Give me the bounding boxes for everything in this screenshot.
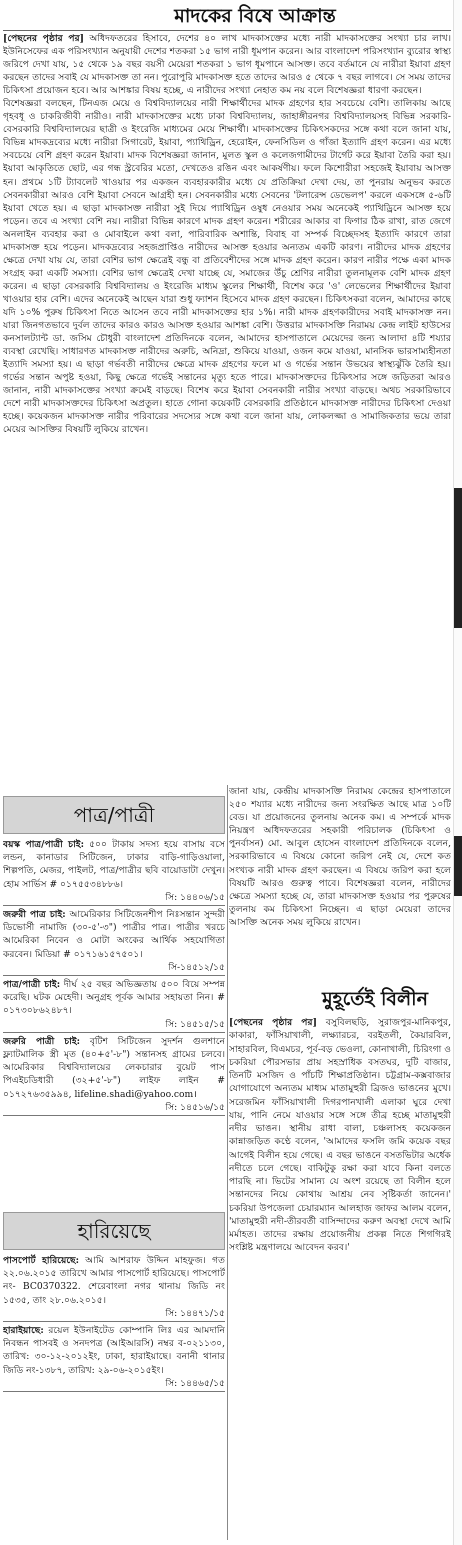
- classified-ad: [3, 978, 225, 1018]
- adjacent-column-bar: [454, 836, 462, 896]
- second-headline: মুহূর্তেই বিলীন: [322, 988, 428, 1010]
- main-article-paragraph: বিশেষজ্ঞরা বলছেন, টিনএজ মেয়ে ও বিশ্ববিদ্যালয়ের নারী শিক্ষার্থীদের মাদক গ্রহণের হার সবচেয়ে বেশি। তালিকায় আছে গৃহবধূ ও চাকরিজীবী নারীও। নারী মাদকাসক্তের মধ্যে ঢাকা বিশ্ববিদ্যালয়, জাহাঙ্গীরনগর বিশ্ববিদ্যালয়সহ বিভিন্ন সরকারি-বেসরকারি বিশ্ববিদ্যালয়ের ছাত্রী ও ইংরেজি মাধ্যমের মেয়ে শিক্ষার্থী। মাদকাসক্তের চিকিৎসকদের সঙ্গে কথা বলে জানা যায়, বিভিন্ন মাদকদ্রব্যের মধ্যে নারীরা সিগারেট, ইয়াবা, প্যাথিড্রিন, হেরোইন, ফেনসিডিল ও গাঁজা ইত্যাদি গ্রহণ করেন। এর মধ্যে সবচেয়ে বেশি গ্রহণ করেন ইয়াবা। মাদক বিশেষজ্ঞরা জানান, মুলত স্কুল ও কলেজগামীদের টার্গেট করে ইয়াবা তৈরি করা হয়। ইয়াবা আকৃতিতে ছোট, এর গন্ধ স্ট্রবেরির মতো, দেখতেও রঙিন এবং আকর্ষণীয়। ফলে কিশোরীরা সহজেই ইয়াবায় আসক্ত হন। প্রথমে ১টি ট্যাবলেট খাওয়ার পর একজন ব্যবহারকারীর মধ্যে যে প্রতিক্রিয়া দেখা দেয়, তা পুনরায় অনুভব করতে সেবনকারীরা আরও বেশি ইয়াবা সেবনে আগ্রহী হন। সেবনকারীর মধ্যে সেবনের 'টলারেন্স ডেভেলপ' করলে একসঙ্গে ৫-৬টি ইয়াবা খেতে হয়। এ ছাড়া মাদকাসক্ত নারীরা সুই দিয়ে প্যাথিড্রিন ওষুধ নেওয়ার সময় অনেকেই প্যাথিড্রিনে আসক্ত হয়ে পড়েন। তবে এ সংখ্যা বেশি নয়। নারীরা বিভিন্ন কারণে মাদক গ্রহণ করেন। শরীরের আকার বা ফিগার ঠিক রাখা, রাত জেগে অনলাইন ব্যবহার করা ও মোবাইলে কথা বলা, পারিবারিক অশান্তি, বিবাহ বা সম্পর্ক বিচ্ছেদসহ ইত্যাদি কারণে তারা মাদকাসক্ত হয়ে পড়েন। মাদকদ্রব্যের সহজপ্রাপ্তিও নারীদের আসক্ত হওয়ার অন্যতম একটি কারণ। নারীদের মাদক গ্রহণের ক্ষেত্রে দেখা যায় যে, তারা বেশির ভাগ ক্ষেত্রেই বন্ধু বা প্রতিবেশীদের সঙ্গে মাদক গ্রহণ করেন। কারণ নারীর পক্ষে একা মাদক সংগ্রহ করা একটি সমস্যা। বেশির ভাগ ক্ষেত্রেই দেখা যাচ্ছে যে, সমাজের উঁচু শ্রেণির নারীরা তুলনামূলক বেশি মাদক গ্রহণ করেন। এ ছাড়া বেসরকারি বিশ্ববিদ্যালয় ও ইংরেজি মাধ্যম স্কুলের শিক্ষার্থী, বিশেষ করে 'ও' লেভেলের শিক্ষার্থীদের ইয়াবা খাওয়ার হার বেশি। এদের অনেকেই আছেন যারা শুধু ফ্যাশন হিসেবে মাদক গ্রহণ করছেন। চিকিৎসকরা বলেন, আমাদের কাছে যদি ১০% পুরুষ চিকিৎসা নিতে আসেন তবে নারী মাদকাসক্তের হার ১%। নারী মাদক গ্রহণকারীদের সবাই মাদকাসক্ত নন। যারা জিনগতভাবে দুর্বল তাদের কারও কারও আসক্ত হওয়ার আশঙ্কা বেশি। উত্তরার মাদকাসক্তি নিরাময় কেন্দ্র লাইট হাউসের কনসালট্যান্ট ডা. জসিম চৌধুরী বাংলাদেশ প্রতিদিনকে বলেন, আমাদের হাসপাতালে মেয়েদের জন্য আলাদা ৪টি শয্যার ব্যবস্থা রেখেছি। সাধারণত মাদকাসক্ত নারীদের অরুচি, অনিদ্রা, শুকিয়ে যাওয়া, ওজন কমে যাওয়া, মানসিক ভারসাম্যহীনতা ইত্যাদি সমস্যা হয়। এ ছাড়া গর্ভবতী নারীদের ক্ষেত্রে মাদক গ্রহণের ফলে মা ও গর্ভের সন্তান উভয়ের স্বাস্থ্যঝুঁকি তৈরি হয়। গর্ভের সন্তান অপুষ্ট হওয়া, কিছু ক্ষেত্রে গর্ভেই সন্তানের মৃত্যু হতে পারে। মাদকাসক্তদের চিকিৎসার সঙ্গে জড়িতরা আরও জানান, নারী মাদকাসক্তের সংখ্যা ক্রমেই বাড়ছে। বিশেষ করে ইয়াবা সেবনকারী নারীর সংখ্যা বাড়ছে। অথচ সরকারিভাবে দেশে নারী মাদকাসক্তদের চিকিৎসা অপ্রতুল। হাতে গোনা কয়েকটি বেসরকারি প্রতিষ্ঠানে মাদকাসক্ত নারীদের চিকিৎসা দেওয়া হচ্ছে। কয়েকজন মাদকাসক্ত নারীর পরিবারের সদস্যের সঙ্গে কথা বলে জানা যায়, লোকলজ্জা ও সামাজিকতার ভয়ে তারা মেয়ের আসক্তির বিষয়টি লুকিয়ে রাখেন।: [3, 98, 451, 436]
- continued-tag: [পেছনের পৃষ্ঠার পর]: [3, 33, 85, 44]
- second-article-paragraph: [229, 1016, 451, 1255]
- ad-title: বয়স্ক পাত্র/পাত্রী চাই:: [3, 839, 84, 850]
- ad-body: বৃটিশ সিটিজেন সুদর্শন গুলশানে ফ্ল্যাটমালিক স্ত্রী মৃত (৪০+৫'-৮") সন্তানসহ গ্রামের চলবে। আমেরিকার বিশ্ববিদ্যালয়ের লেকচারার বুয়েট পাস পিএইচডিধারী (৩২+৫'-৮") লাইফ লাইন # ০১৭২৭৬৩৫৯৯৪, lifeline.shadi@yahoo.com।: [3, 1035, 225, 1100]
- second-article: [229, 1016, 451, 1538]
- ad-ref: সি: ১৪৫১৬/১৫: [3, 1101, 225, 1116]
- classified-ad: [3, 1254, 225, 1307]
- main-headline: মাদকের বিষে আক্রান্ত: [174, 5, 336, 27]
- continued-tag: [পেছনের পৃষ্ঠার পর]: [229, 1017, 317, 1028]
- matrimonial-heading: পাত্র/পাত্রী: [3, 796, 225, 834]
- ad-body: দীর্ঘ ২৫ বছর অভিজ্ঞতায় ৫০০ বিয়ে সম্পন্ন করেছি। ঘটক মেহেদী। অনুগ্রহ পূর্বক আমার সহায়তা নিন। # ০১৭৩০৮৬২৪৮৭।: [3, 979, 225, 1017]
- headline-rule: [3, 30, 451, 31]
- adjacent-column-edge: [453, 0, 462, 1545]
- ad-ref: সি: ১৪৫১৫/১৫: [3, 1018, 225, 1033]
- ad-title: জরুরি পাত্রী চাই:: [3, 1035, 81, 1047]
- ad-ref: সি-১৪৫১২/১৫: [3, 961, 225, 976]
- ad-title: হারাইয়াছে:: [3, 1325, 44, 1337]
- ad-body: আমি আশরাফ উদ্দিন মাহফুজ। গত ২২.০৬.২০১৫ তারিখে আমার পাসপোর্ট হারিয়েছে। পাসপোর্ট নং- BC0370322. শেরেবাংলা নগর থানায় জিডি নং ১৫৩৫, তাং ২৮.০৬.২০১৫।: [3, 1255, 225, 1306]
- ad-body: আমেরিকার সিটিজেনশীপ নিঃসন্তান সুন্দরী ডিভোর্সী নামাজি (৩০-৫'-৩") পাত্রীর পাত্র। পাত্রীর খরচে আমেরিকা নিবেন ও মোটা অংকের আর্থিক সহযোগিতা করবেন। মিডিয়া # ০১৭১৬১৫৭৫০১।: [3, 909, 225, 960]
- main-article-paragraph: [3, 32, 451, 97]
- paragraph-text: বসুবিলছড়ি, সুরাজপুর-মানিকপুর, কাকারা, ফাঁসিয়াখালী, লক্ষ্যারচর, বরইতলী, কৈয়ারবিল, সাহারবিল, বিএমচর, পূর্ব-বড় ভেওলা, কোনাখালী, চিরিংগা ও চকরিয়া পৌরসভার প্রায় সহস্রাধিক বসতঘর, দুটি বাজার, তিনটি মসজিদ ও পাঁচটি শিক্ষাপ্রতিষ্ঠান। চট্টগ্রাম-কক্সবাজার যোগাযোগে অন্যতম মাধ্যম মাতামুহুরী ব্রিজও ভাঙনের মুখে। সরেজমিন ফাঁসিয়াখালী দিগরপানখালী এলাকা ঘুরে দেখা যায়, পানি নেমে যাওয়ার সঙ্গে সঙ্গে তীব্র হচ্ছে মাতামুহুরী নদীর ভাঙন। স্থানীয় রাধা বালা, চঞ্চলাসহ কয়েকজন কান্নাজড়িত কণ্ঠে বলেন, 'আমাদের ফসলি জমি কয়েক বছর আগেই বিলীন হয়ে গেছে। এ বছর ভাঙনে বসতভিটার অর্ধেক নদীতে চলে গেছে। বাকিটুকু রক্ষা করা যাবে কিনা বলতে পারছি না। ভিটের সামান্য যে অংশ রয়েছে তা বিলীন হলে সন্তানদের নিয়ে কোথায় আশ্রয় নেব সৃষ্টিকর্তা জানেন।' চকরিয়া উপজেলা চেয়ারম্যান আলহাজ জাফর আলম বলেন, 'মাতামুহুরী নদী-তীরবর্তী বাসিন্দাদের করুণ অবস্থা দেখে আমি মর্মাহত। তাদের রক্ষায় প্রয়োজনীয় প্রকল্প নিতে শিগগিরই সংশ্লিষ্ট মন্ত্রণালয়ে আবেদন করব।': [229, 1017, 451, 1254]
- ad-ref: সি: ১৪৪০৬/১৫: [3, 891, 225, 906]
- classified-ad: [3, 1324, 225, 1377]
- lost-notices-ads: [3, 1254, 225, 1538]
- ad-body: রয়েল ইউনাইটেড কোম্পানি লিঃ এর আমদানি নিবন্ধন পাসবই ও সনদপত্র (আইআরসি) নম্বর ব-০২১১৩০, তারিখ: ৩০-১২-২০১২ইং, ঢাকা, হারাইয়াছে। বনানী থানার জিডি নং-১৩৮৭, তারিখ: ২৯-০৬-২০১৫ইং।: [3, 1325, 225, 1376]
- main-article: [3, 32, 451, 784]
- ad-ref: সি: ১৪৪৭১/১৫: [3, 1307, 225, 1322]
- classified-ad: [3, 838, 225, 891]
- main-article-continuation: জানা যায়, কেন্দ্রীয় মাদকাসক্তি নিরাময় কেন্দ্রের হাসপাতালে ২৫০ শয্যার মধ্যে নারীদের জন্য সংরক্ষিত আছে মাত্র ১০টি বেড। যা প্রয়োজনের তুলনায় অনেক কম। এ সম্পর্কে মাদক নিয়ন্ত্রণ অধিদফতরের সহকারী পরিচালক (চিকিৎসা ও পুনর্বাসন) মো. আবুল হোসেন বাংলাদেশ প্রতিদিনকে বলেন, সরকারিভাবে এ বিষয়ে কোনো জরিপ নেই যে, দেশে কত সংখ্যক নারী মাদক গ্রহণ করছেন। এ বিষয়ে জরিপ করা হলে বিষয়টি আরও গুরুত্ব পাবে। বিশেষজ্ঞরা বলেন, নারীদের ক্ষেত্রে সমস্যা হচ্ছে যে, তারা মাদকাসক্ত হওয়ার পর পুরুষের তুলনায় কম চিকিৎসা নিচ্ছেন। এ ছাড়া মেয়েরা তাদের আসক্তি অনেক সময় লুকিয়ে রাখেন।: [229, 786, 451, 928]
- paragraph-text: অধিদফতরের হিসাবে, দেশের ৪০ লাখ মাদকাসক্তের মধ্যে নারী মাদকাসক্তের সংখ্যা চার লাখ। ইউনিসেফের এক পরিসংখ্যান অনুযায়ী দেশের শতকরা ১৫ ভাগ নারী ধূমপান করেন। আর বাংলাদেশ পরিসংখ্যান ব্যুরোর স্বাস্থ্য জরিপে দেখা যায়, ১৫ থেকে ১৯ বছর বয়সী মেয়েরা শতকরা ১ ভাগ ধূমপানে আসক্ত। তবে বর্তমানে যে নারীরা ইয়াবা গ্রহণ করছেন তাদের সবাই যে মাদকাসক্ত তা নন। পুরোপুরি মাদকাসক্ত হতে তাদের আরও ৫ থেকে ৭ বছর লাগবে। সে সময় তাদের চিকিৎসা প্রয়োজন হবে। আর আশঙ্কার বিষয় হচ্ছে, এ নারীদের সংখ্যা নেহাত কম নয় বলে বিশেষজ্ঞরা ধারণা করছেন।: [3, 33, 451, 97]
- lost-notices-heading: হারিয়েছে: [3, 1212, 225, 1250]
- ad-title: জরুরী পাত্র চাই:: [3, 909, 66, 921]
- ad-ref: সি: ১৪৪৬৫/১৫: [3, 1377, 225, 1392]
- ad-title: পাসপোর্ট হারিয়েছে:: [3, 1255, 80, 1266]
- classified-ad: [3, 1035, 225, 1101]
- ad-title: পাত্র/পাত্রী চাই:: [3, 979, 61, 991]
- matrimonial-ads: [3, 838, 225, 1196]
- ad-body: ৫০০ টাকায় সদস্য হয়ে বাসায় বসে লন্ডন, কানাডার সিটিজেন, ঢাকার বাড়ি-গাড়িওয়ালা, শিল্পপতি, মেজর, পাইলট, পাত্র/পাত্রীর ছবি বায়োডাটা দেখুন। হোম সার্ভিস # ০১৭৫৫৩৪৮৮৬।: [3, 839, 225, 890]
- classified-ad: [3, 908, 225, 961]
- adjacent-column-bar: [454, 488, 462, 628]
- column-divider: [227, 785, 228, 1540]
